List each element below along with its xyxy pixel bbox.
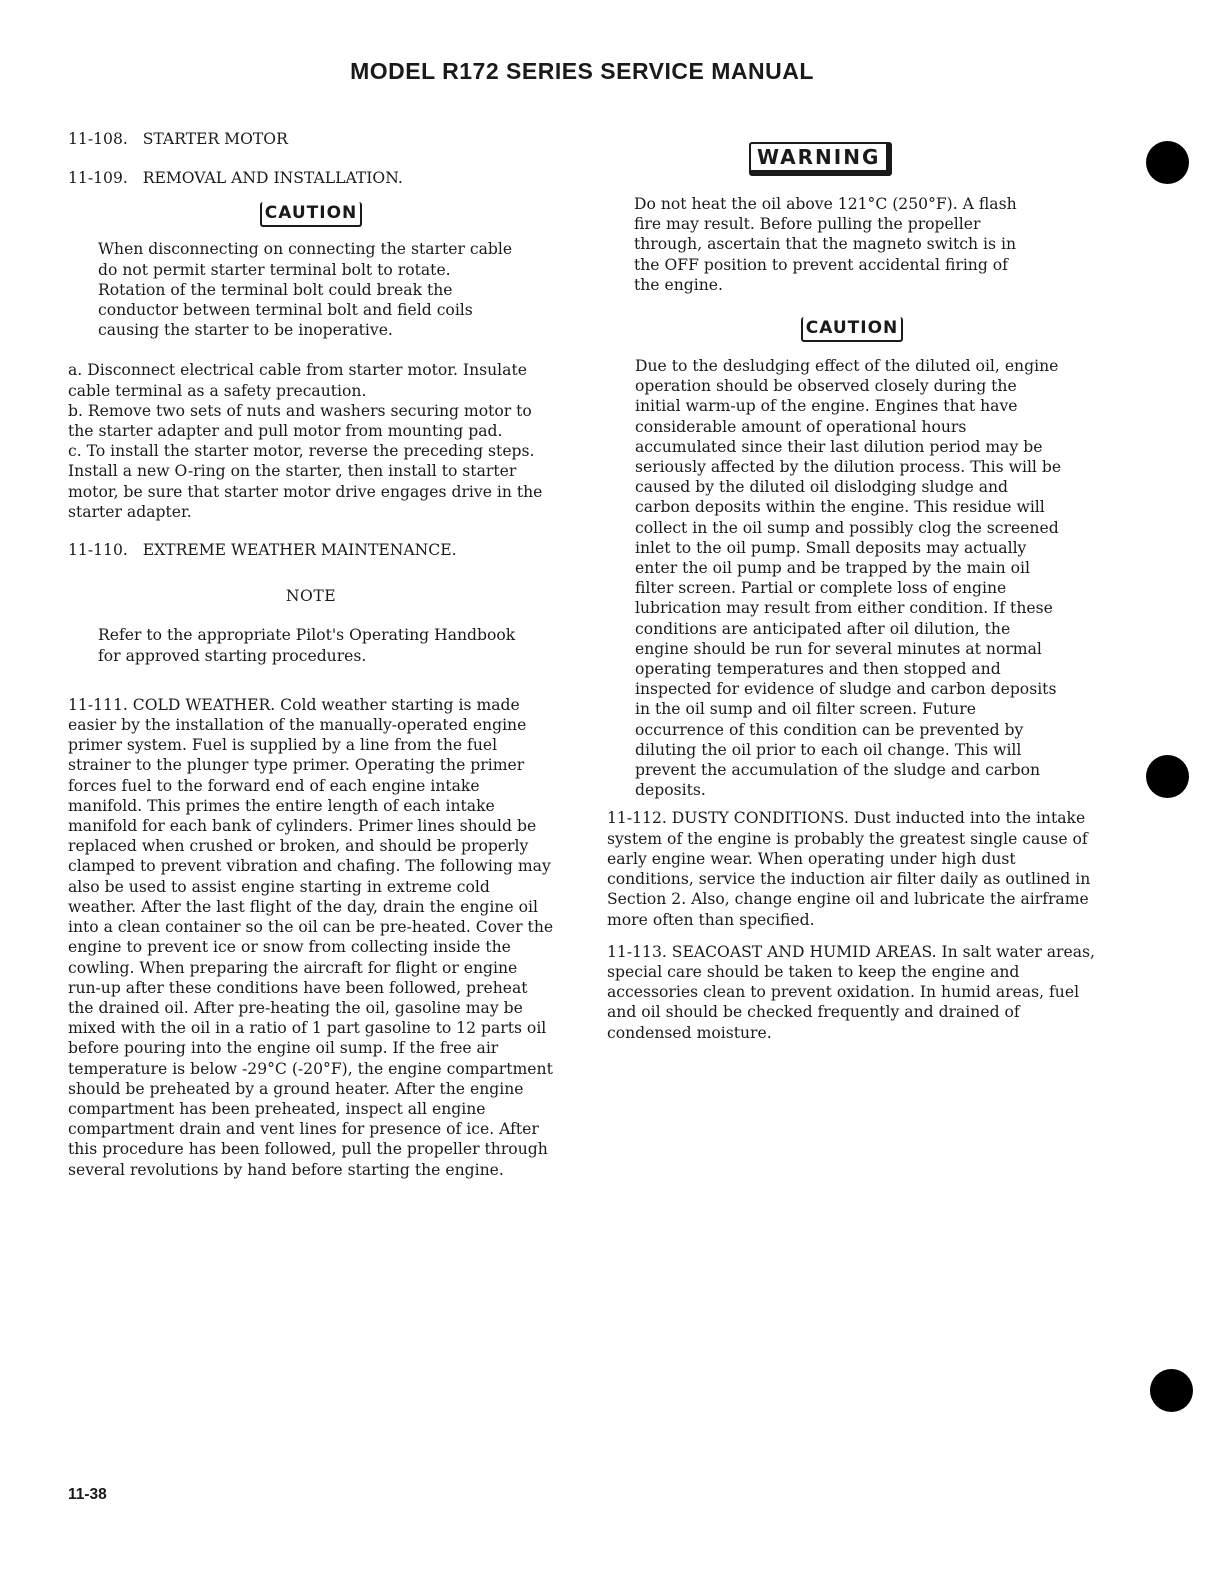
binder-hole: [1146, 141, 1189, 184]
note-text: Refer to the appropriate Pilot's Operating Handbook for approved starting procedures.: [98, 626, 516, 665]
binder-hole: [1146, 755, 1189, 798]
caution-text: When disconnecting on connecting the starter cable do not permit starter terminal bolt to rotate. Rotation of the terminal bolt could break the conductor between terminal bolt and field coils causing the starter to be inoperative.: [98, 240, 513, 340]
step-b: b. Remove two sets of nuts and washers securing motor to the starter adapter and pull motor from mounting pad.: [68, 401, 532, 441]
step-a: a. Disconnect electrical cable from starter motor. Insulate cable terminal as a safety precaution.: [68, 361, 527, 400]
step-c: c. To install the starter motor, reverse the preceding steps. Install a new O-ring on the starter, then install to starter motor, be sure that starter motor drive engages drive in the starter adapter.: [68, 442, 543, 521]
warning-label: WARNING: [749, 142, 892, 176]
page-number: 11-38: [68, 1486, 107, 1503]
caution-label-wrapper-right: [607, 317, 1097, 342]
note-label: NOTE: [285, 587, 337, 606]
caution-text-right: Due to the desludging effect of the diluted oil, engine operation should be observed closely during the initial warm-up of the engine. Engines that have considerable amount of operational hours accumulated since their last dilution period may be seriously affected by the dilution process. This will be caused by the diluted oil dislodging sludge and carbon deposits within the engine. This residue will collect in the oil sump and possibly clog the screened inlet to the oil pump. Small deposits may actually enter the oil pump and be trapped by the main oil filter screen. Partial or complete loss of engine lubrication may result from either condition. If these conditions are anticipated after oil dilution, the engine should be run for several minutes at normal operating temperatures and then stopped and inspected for evidence of sludge and carbon deposits in the oil sump and oil filter screen. Future occurrence of this condition can be prevented by diluting the oil prior to each oil change. This will prevent the accumulation of the sludge and carbon deposits.: [635, 357, 1062, 800]
left-column: [68, 129, 554, 1180]
cold-weather-paragraph: 11-111. COLD WEATHER. Cold weather starting is made easier by the installation of the manually-operated engine primer system. Fuel is supplied by a line from the fuel strainer to the plunger type primer. Operating the primer forces fuel to the forward end of each engine intake manifold. This primes the entire length of each intake manifold for each bank of cylinders. Primer lines should be replaced when crushed or broken, and should be properly clamped to prevent vibration and chafing. The following may also be used to assist engine starting in extreme cold weather. After the last flight of the day, drain the engine oil into a clean container so the oil can be pre-heated. Cover the engine to prevent ice or snow from collecting inside the cowling. When preparing the aircraft for flight or engine run-up after these conditions have been followed, preheat the drained oil. After pre-heating the oil, gasoline may be mixed with the oil in a ratio of 1 part gasoline to 12 parts oil before pouring into the engine oil sump. If the free air temperature is below -29°C (-20°F), the engine compartment should be preheated by a ground heater. After the engine compartment has been preheated, inspect all engine compartment drain and vent lines for presence of ice. After this procedure has been followed, pull the propeller through several revolutions by hand before starting the engine.: [68, 695, 554, 1179]
warning-label-wrapper: [607, 142, 1097, 176]
page-title: MODEL R172 SERIES SERVICE MANUAL: [350, 58, 814, 84]
dusty-conditions-paragraph: 11-112. DUSTY CONDITIONS. Dust inducted into the intake system of the engine is probably the greatest single cause of early engine wear. When operating under high dust conditions, service the induction air filter daily as outlined in Section 2. Also, change engine oil and lubricate the airframe more often than specified.: [607, 809, 1091, 929]
heading-starter-motor: 11-108. STARTER MOTOR: [68, 130, 288, 148]
right-column: [607, 142, 1097, 1043]
caution-label-right: CAUTION: [801, 317, 904, 342]
seacoast-humid-paragraph: 11-113. SEACOAST AND HUMID AREAS. In salt water areas, special care should be taken to keep the engine and accessories clean to prevent oxidation. In humid areas, fuel and oil should be checked frequently and drained of condensed moisture.: [607, 942, 1095, 1042]
binder-hole: [1150, 1369, 1193, 1412]
caution-label: CAUTION: [260, 202, 363, 227]
warning-text: Do not heat the oil above 121°C (250°F). A flash fire may result. Before pulling the propeller through, ascertain that the magneto switch is in the OFF position to prevent accidental firing of the engine.: [634, 195, 1017, 294]
heading-extreme-weather: 11-110. EXTREME WEATHER MAINTENANCE.: [68, 541, 457, 560]
heading-removal-installation: 11-109. REMOVAL AND INSTALLATION.: [68, 169, 403, 188]
caution-label-wrapper: [68, 202, 554, 227]
